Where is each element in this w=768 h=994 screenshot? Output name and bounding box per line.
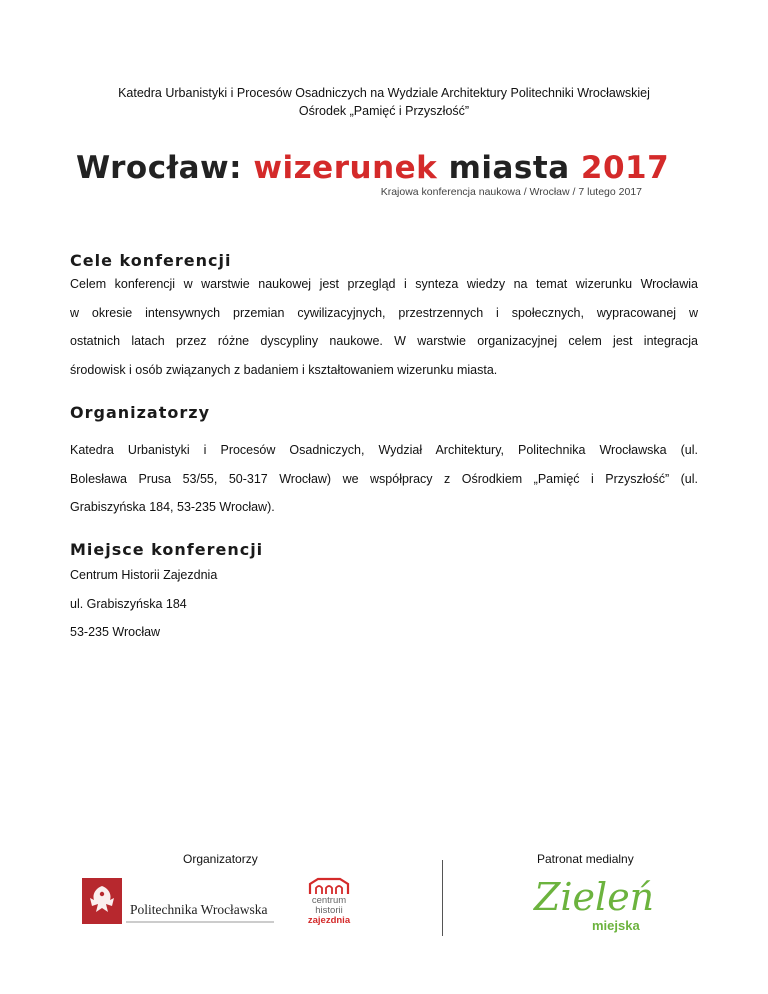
goals-paragraph <box>70 270 698 384</box>
goals-line: w okresie intensywnych przemian cywilizacyjnych, przestrzennych i społecznych, wypracowanej w <box>70 305 698 320</box>
pwr-logo <box>82 878 282 928</box>
venue-line: 53-235 Wrocław <box>70 625 161 639</box>
organizers-line: Katedra Urbanistyki i Procesów Osadniczych, Wydział Architektury, Politechnika Wrocławska (ul. <box>70 443 698 457</box>
footer-divider <box>442 860 443 936</box>
organizers-paragraph <box>70 436 698 522</box>
goals-line: Celem konferencji w warstwie naukowej jest przegląd i synteza wiedzy na temat wizerunku Wrocławia <box>70 277 698 291</box>
header-department: Katedra Urbanistyki i Procesów Osadniczych na Wydziale Architektury Politechniki Wrocławskiej <box>118 86 650 100</box>
footer-organizers-label: Organizatorzy <box>183 852 258 866</box>
venue-address <box>70 561 217 647</box>
title-city: Wrocław: <box>76 150 254 186</box>
conference-title <box>76 150 669 186</box>
goals-heading: Cele konferencji <box>70 251 232 270</box>
header-center: Ośrodek „Pamięć i Przyszłość” <box>298 104 470 118</box>
chz-logo <box>300 876 358 932</box>
pwr-name: Politechnika Wrocławska <box>130 902 268 917</box>
chz-line-1: centrum <box>311 895 347 906</box>
venue-heading: Miejsce konferencji <box>70 540 264 559</box>
chz-line-3: zajezdnia <box>307 915 351 926</box>
title-image: wizerunek <box>253 150 438 186</box>
venue-line: ul. Grabiszyńska 184 <box>70 596 187 611</box>
organizers-line: Grabiszyńska 184, 53-235 Wrocław). <box>70 500 275 514</box>
title-city-word: miasta <box>437 150 581 186</box>
conference-subtitle: Krajowa konferencja naukowa / Wrocław / 7 lutego 2017 <box>380 186 642 198</box>
organizers-line: Bolesława Prusa 53/55, 50-317 Wrocław) we współpracy z Ośrodkiem „Pamięć i Przyszłość” (ul. <box>70 471 698 486</box>
zielen-word: Zieleń <box>534 875 655 919</box>
title-year: 2017 <box>580 150 670 186</box>
zielen-sub: miejska <box>592 918 640 933</box>
zielen-logo <box>534 876 654 938</box>
venue-line: Centrum Historii Zajezdnia <box>70 568 218 582</box>
organizers-heading: Organizatorzy <box>70 403 210 422</box>
footer-patron-label: Patronat medialny <box>537 852 634 866</box>
chz-arch-icon <box>300 876 358 896</box>
goals-line: ostatnich latach przez różne dyscypliny naukowe. W warstwie organizacyjnej celem jest integracja <box>70 334 698 348</box>
goals-line: środowisk i osób związanych z badaniem i kształtowaniem wizerunku miasta. <box>70 362 498 377</box>
chz-line-2: historii <box>315 905 343 916</box>
